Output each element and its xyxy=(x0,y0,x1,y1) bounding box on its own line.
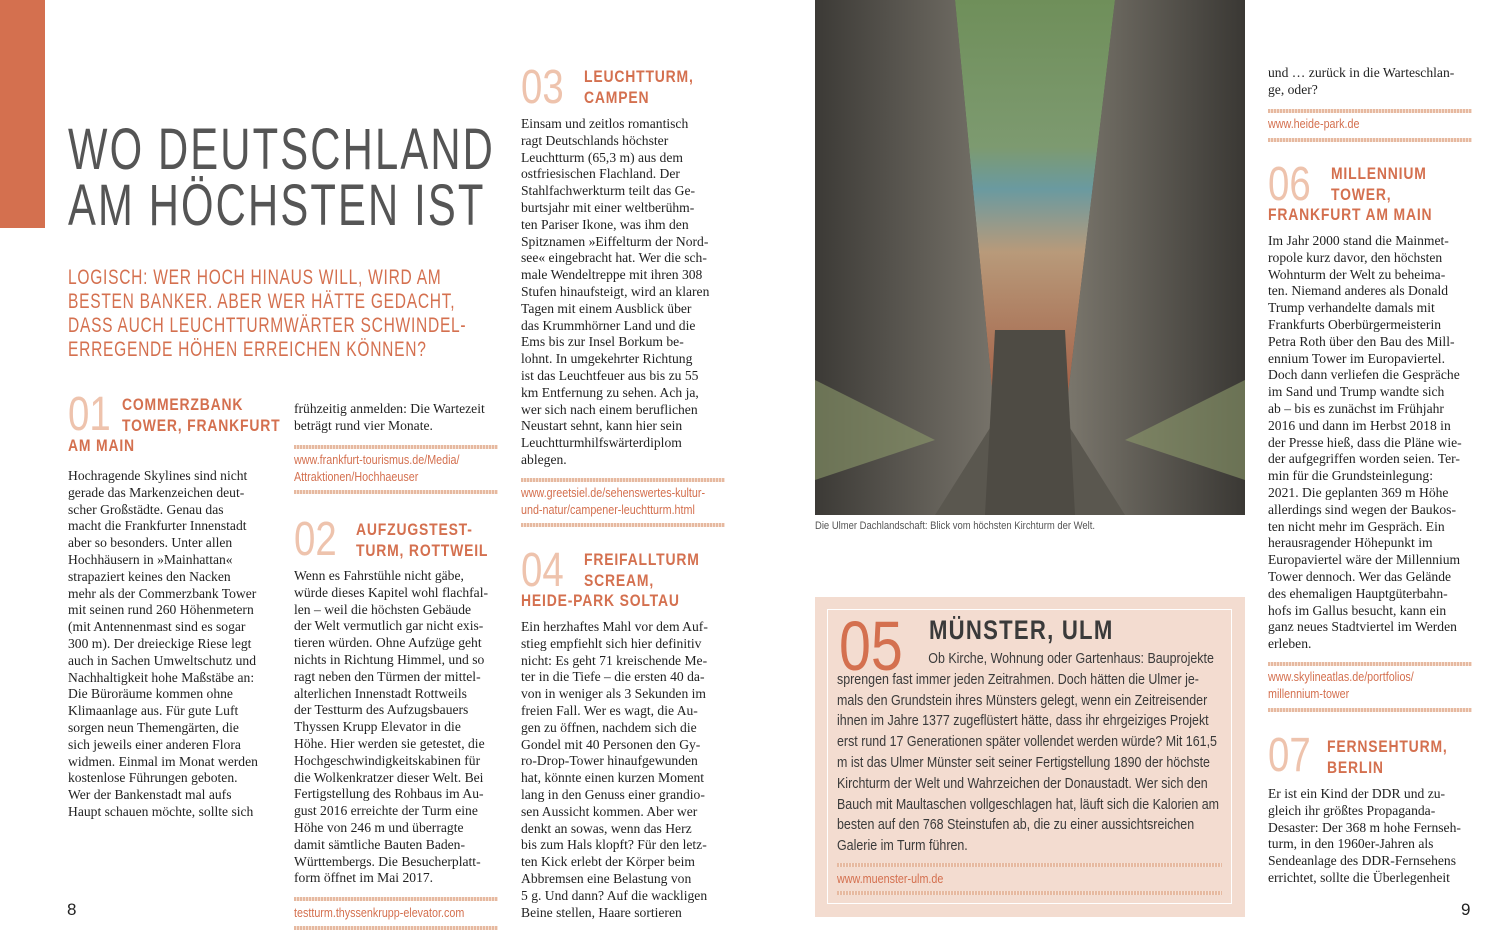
entry-link-06[interactable]: www.skylineatlas.de/portfolios/ millennium-tower xyxy=(1268,670,1414,701)
entry-body-05-first-line: Ob Kirche, Wohnung oder Gartenhaus: Bauprojekte xyxy=(928,650,1214,667)
featured-box-05 xyxy=(815,597,1245,917)
entry-link-01[interactable]: www.frankfurt-tourismus.de/Media/ Attraktionen/Hochhaeuser xyxy=(294,453,460,484)
entry-link-04[interactable]: www.heide-park.de xyxy=(1268,117,1360,131)
entry-body-05-rest: sprengen fast immer jeden Zeitrahmen. Doch hätten die Ulmer je- mals den Grundstein ihres Münsters gelegt, wenn ein Zeitreisender ihnen im Jahre 1377 zugeflüstert hätte, dass ihr ehrgeiziges Projekt erst rund 17 Generationen später vollendet werden würde? Mit 161,5 m ist das Ulmer Münster seit seiner Fertigstellung 1890 der höchste Kirchturm der Welt und Wahrzeichen der Donaustadt. Wer sich den Bauch mit Maultaschen vollgeschlagen hat, läuft sich die Kalorien am besten auf den 768 Steinstufen ab, die zu einer aussichtsreichen Galerie im Turm führen. xyxy=(837,670,1220,855)
entry-link-02[interactable]: testturm.thyssenkrupp-elevator.com xyxy=(294,906,465,920)
entry-body-05 xyxy=(837,649,1227,857)
photo-illustration xyxy=(815,0,1245,515)
entry-heading-03: LEUCHTTURM, CAMPEN xyxy=(584,67,694,107)
entry-body-02: Wenn es Fahrstühle nicht gäbe, würde dieses Kapitel wohl flachfal- len – weil die höchsten Gebäude der Welt vermutlich gar nicht exis- tieren würden. Ohne Aufzüge geht nichts in Richtung Himmel, und so ragt neben den Türmen der mittel- alterlichen Innenstadt Rottweils der Testturm des Aufzugsbauers Thyssen Krupp Elevator in die Höhe. Hier werden sie getestet, die Hochgeschwindigkeitskabinen für die Wolkenkratzer dieser Welt. Bei Fertigstellung des Rohbaus im Au- gust 2016 erreichte der Turm eine Höhe von 246 m und überragte damit sämtliche Bauten Baden- Württembergs. Die Besucherplatt- form öffnet im Mai 2017. xyxy=(294,568,489,886)
divider xyxy=(837,891,1222,895)
divider xyxy=(294,445,498,449)
divider xyxy=(1268,109,1472,113)
entry-body-04: Ein herzhaftes Mahl vor dem Auf- stieg empfiehlt sich hier definitiv nicht: Es geht 71 kreischende Me- ter in die Tiefe – die ersten 40 da- von in weniger als 3 Sekunden im freien Fall. Wer es wagt, die Au- gen zu öffnen, nachdem sich die Gondel mit 40 Personen den Gy- ro-Drop-Tower hinaufgewunden hat, könnte einen kurzen Moment lang in den Genuss einer grandio- sen Aussicht kommen. Aber wer denkt an sowas, wenn das Herz bis zum Hals klopft? Für den letz- ten Kick erlebt der Körper beim Abbremsen eine Belastung von 5 g. Und dann? Auf die wackligen Beine stellen, Haare sortieren xyxy=(521,619,708,920)
divider xyxy=(294,490,498,494)
page-number-left: 8 xyxy=(67,900,77,919)
divider xyxy=(521,523,725,527)
divider xyxy=(294,926,498,930)
page-title: WO DEUTSCHLAND AM HÖCHSTEN IST xyxy=(68,117,495,238)
entry-body-06: Im Jahr 2000 stand die Mainmet- ropole kurz davor, den höchsten Wohnturm der Welt zu beheima- ten. Niemand anderes als Donald Trump verhandelte damals mit Frankfurts Oberbürgermeisterin Petra Roth über den Bau des Mill- ennium Tower im Europaviertel. Doch dann verliefen die Gespräche im Sand und Trump wandte sich ab – bis es zunächst im Frühjahr 2016 und dann im Herbst 2018 in der Presse hieß, dass die Pläne wie- der aufgegriffen worden seien. Ter- min für die Grundsteinlegung: 2021. Die geplanten 369 m Höhe allerdings sind wegen der Baukos- ten nicht mehr im Gespräch. Ein herausragender Höhepunkt im Europaviertel wäre der Millennium Tower dennoch. Wer das Gelände des ehemaligen Hauptgüterbahn- hofs im Gallus besucht, kann ein ganz neues Stadtviertel im Werden erleben. xyxy=(1268,233,1462,652)
entry-number-03: 03 xyxy=(521,61,564,114)
entry-heading-06: MILLENNIUM TOWER, xyxy=(1331,164,1427,204)
entry-body-07: Er ist ein Kind der DDR und zu- gleich ihr größtes Propaganda- Desaster: Der 368 m hohe Fernseh- turm, in den 1960er-Jahren als Sendeanlage des DDR-Fernsehens errichtet, sollte die Überlegenheit xyxy=(1268,786,1461,885)
entry-heading-02: AUFZUGSTEST- TURM, ROTTWEIL xyxy=(356,520,489,560)
entry-heading-01-cont: AM MAIN xyxy=(68,436,135,455)
divider xyxy=(1268,138,1472,142)
entry-body-01-cont: frühzeitig anmelden: Die Wartezeit beträgt rund vier Monate. xyxy=(294,401,485,433)
entry-number-04: 04 xyxy=(521,544,564,597)
entry-number-01: 01 xyxy=(68,388,111,441)
entry-number-07: 07 xyxy=(1268,729,1311,782)
divider xyxy=(1268,662,1472,666)
divider xyxy=(294,897,498,901)
entry-body-03: Einsam und zeitlos romantisch ragt Deutschlands höchster Leuchtturm (65,3 m) aus dem ostfriesischen Flachland. Der Stahlfachwerkturm teilt das Ge- burtsjahr mit einer weltberühm- ten Pariser Ikone, was ihm den Spitznamen »Eiffelturm der Nord- see« eingebracht hat. Wer die sch- male Wendeltreppe mit ihren 308 Stufen hinaufsteigt, wird an klaren Tagen mit einem Ausblick über das Krummhörner Land und die Ems bis zur Insel Borkum be- lohnt. In umgekehrter Richtung ist das Leuchtfeuer aus bis zu 55 km Entfernung zu sehen. Ach ja, wer sich nach einem beruflichen Neustart sehnt, kann hier sein Leuchtturmhilfswärterdiplom ablegen. xyxy=(521,116,710,467)
page-number-right: 9 xyxy=(1461,900,1471,919)
entry-number-05: 05 xyxy=(839,607,903,685)
entry-heading-01: COMMERZBANK TOWER, FRANKFURT xyxy=(122,395,281,435)
entry-heading-05: MÜNSTER, ULM xyxy=(929,615,1114,645)
entry-body-01: Hochragende Skylines sind nicht gerade das Markenzeichen deut- scher Großstädte. Genau das macht die Frankfurter Innenstadt aber so besonders. Unter allen Hochhäusern in »Mainhattan« strapaziert keines den Nacken mehr als der Commerzbank Tower mit seinen rund 260 Höhenmetern (mit Antennenmast sind es sogar 300 m). Der dreieckige Riese legt auch in Sachen Umweltschutz und Nachhaltigkeit hohe Maßstäbe an: Die Büroräume kommen ohne Klimaanlage aus. Für gute Luft sorgen neun Themengärten, die sich jeweils einer anderen Flora widmen. Einmal im Monat werden kostenlose Führungen geboten. Wer der Bankenstadt mal aufs Haupt schauen möchte, sollte sich xyxy=(68,468,258,819)
entry-link-05[interactable]: www.muenster-ulm.de xyxy=(837,872,944,886)
accent-bar xyxy=(0,0,45,228)
photo-ulm-view xyxy=(815,0,1245,515)
entry-heading-07: FERNSEHTURM, BERLIN xyxy=(1327,737,1448,777)
divider xyxy=(1268,708,1472,712)
entry-heading-04: FREIFALLTURM SCREAM, xyxy=(584,550,700,590)
entry-heading-06-cont: FRANKFURT AM MAIN xyxy=(1268,205,1433,224)
entry-heading-04-cont: HEIDE-PARK SOLTAU xyxy=(521,591,680,610)
entry-number-02: 02 xyxy=(294,513,337,566)
entry-body-04-cont: und … zurück in die Warteschlan- ge, oder? xyxy=(1268,65,1455,97)
photo-caption: Die Ulmer Dachlandschaft: Blick vom höchsten Kirchturm der Welt. xyxy=(815,520,1096,532)
entry-link-03[interactable]: www.greetsiel.de/sehenswertes-kultur- und-natur/campener-leuchtturm.html xyxy=(521,486,706,517)
divider xyxy=(521,478,725,482)
divider xyxy=(837,863,1222,867)
entry-number-06: 06 xyxy=(1268,158,1311,211)
intro-text: LOGISCH: WER HOCH HINAUS WILL, WIRD AM BESTEN BANKER. ABER WER HÄTTE GEDACHT, DASS AUCH LEUCHTTURMWÄRTER SCHWINDEL- ERREGENDE HÖHEN ERREICHEN KÖNNEN? xyxy=(68,266,467,361)
